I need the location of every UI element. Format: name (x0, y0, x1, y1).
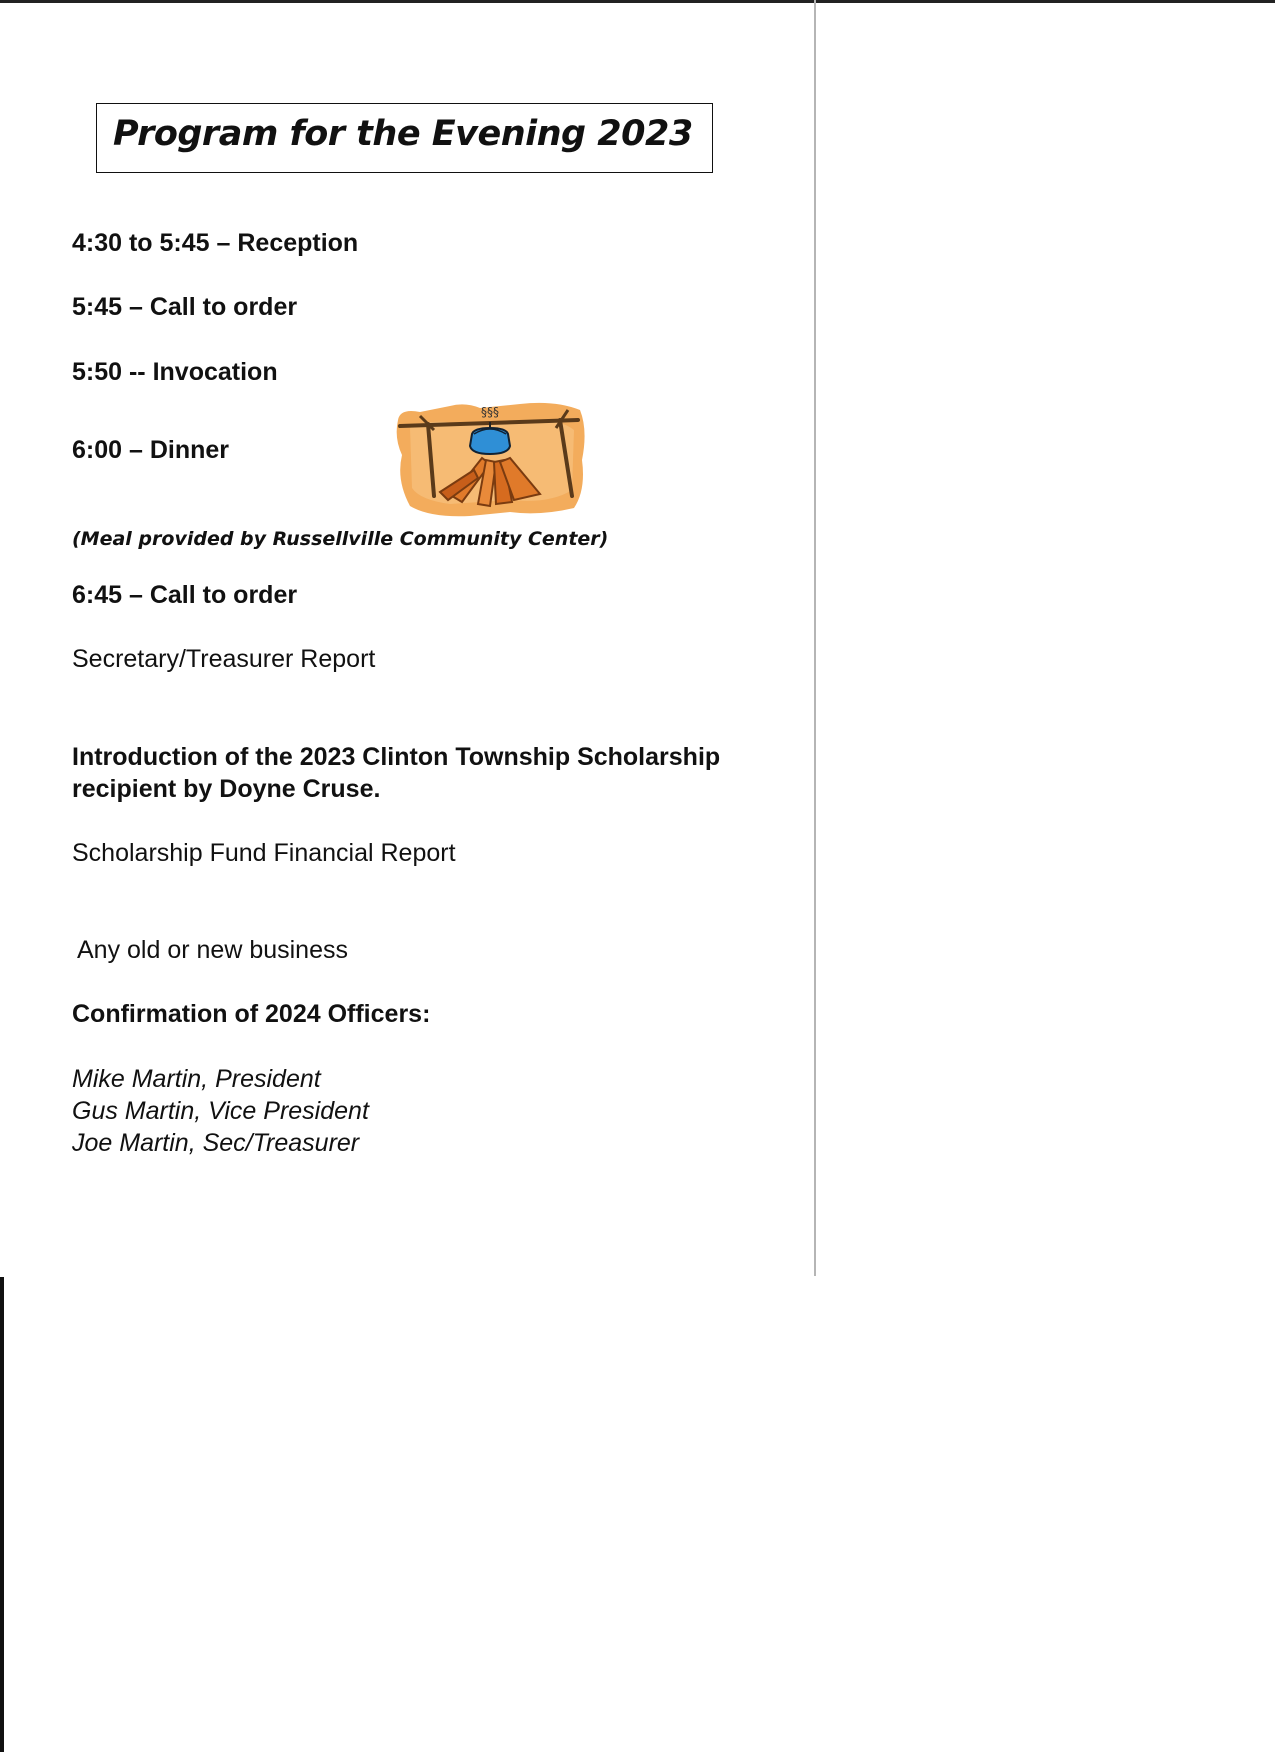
old-new-business: Any old or new business (77, 936, 348, 964)
secretary-treasurer-report: Secretary/Treasurer Report (72, 645, 376, 673)
scholarship-introduction (72, 741, 720, 805)
officer-sec-treasurer: Joe Martin, Sec/Treasurer (72, 1129, 360, 1157)
schedule-call-to-order-2: 6:45 – Call to order (72, 581, 298, 609)
fold-line (814, 0, 816, 1276)
officers-list (72, 1063, 369, 1159)
meal-note: (Meal provided by Russellville Community Center) (72, 528, 609, 550)
schedule-call-to-order: 5:45 – Call to order (72, 293, 298, 321)
scholarship-introduction-line-2: recipient by Doyne Cruse. (72, 775, 381, 803)
campfire-cooking-pot-icon (390, 400, 590, 518)
officer-vice-president: Gus Martin, Vice President (72, 1097, 369, 1125)
scholarship-introduction-line-1: Introduction of the 2023 Clinton Township Scholarship (72, 743, 721, 771)
steam-glyphs: §§§ (481, 405, 499, 419)
scholarship-fund-report: Scholarship Fund Financial Report (72, 839, 456, 867)
schedule-invocation: 5:50 -- Invocation (72, 358, 278, 386)
officers-confirmation-heading: Confirmation of 2024 Officers: (72, 1000, 431, 1028)
scan-top-edge (0, 0, 1275, 3)
schedule-reception: 4:30 to 5:45 – Reception (72, 229, 359, 257)
scan-left-edge (0, 1277, 4, 1752)
schedule-dinner: 6:00 – Dinner (72, 436, 230, 464)
title-box (96, 103, 713, 173)
page-title: Program for the Evening 2023 (113, 114, 693, 154)
officer-president: Mike Martin, President (72, 1065, 321, 1093)
